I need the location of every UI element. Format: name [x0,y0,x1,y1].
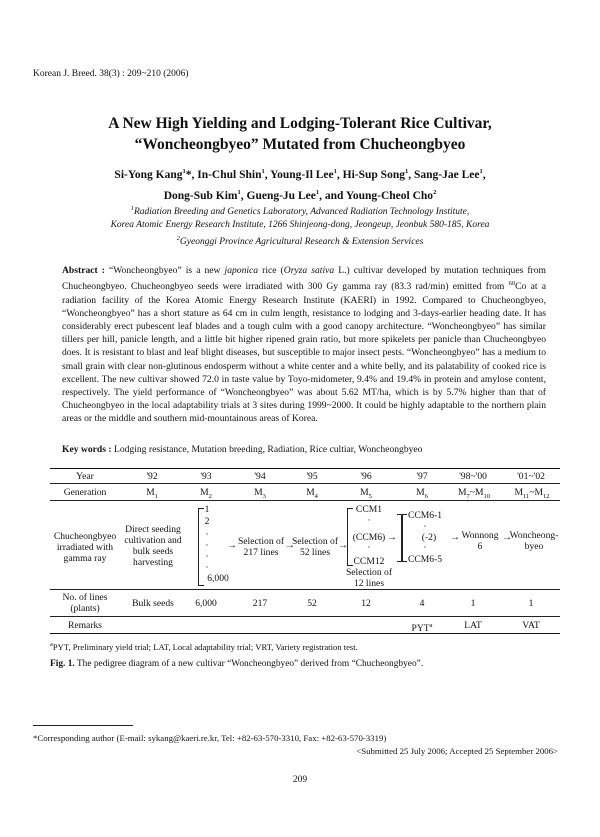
affil-mark: 1 [237,188,241,196]
step-line: 6 [477,541,483,552]
affil-mark: 1 [182,168,186,175]
gen-sub: 11 [523,492,530,500]
submission-dates: <Submitted 25 July 2006; Accepted 25 September 2006> [356,746,558,756]
gen-sub: 3 [262,492,266,500]
ccm-dot: · [423,521,427,532]
selection-217-step [236,536,286,558]
affil-mark: 1 [479,168,483,175]
arrow-right-icon: → [450,532,460,543]
footnote-text: PYT, Preliminary yield trial; LAT, Local adaptability trial; VRT, Variety registration test. [52,641,358,652]
source-line: Chucheongbyeo [53,531,117,542]
nolines-cell: 52 [307,598,317,609]
abstract-italic: japonica [224,265,259,276]
affil-mark: 1 [333,168,337,175]
gen-sub: 1 [154,492,158,500]
generation-cell [186,487,226,502]
table-rule [50,589,560,590]
gen-base: M [200,487,209,498]
affil-text: Gyeonggi Province Agricultural Research & Extension Services [179,237,424,248]
generation-cell [344,487,388,502]
abstract-text: “Woncheongbyeo” is a new [104,265,225,276]
gen-sub: 6 [424,492,428,500]
gen-base: M [514,487,524,498]
selection-52-step [291,536,339,558]
journal-citation: Korean J. Breed. 38(3) : 209~210 (2006) [33,69,189,79]
pedigree-diagram [50,464,560,644]
affil-mark: 1 [315,188,320,196]
m2-first: 1 [204,504,210,515]
remarks-cell [402,620,442,634]
gen-base: ~M [469,487,484,498]
woncheong-step [508,530,560,552]
author-sep: , [336,168,340,181]
affiliation-1a [0,202,600,219]
year-cell: '95 [306,471,318,482]
gen-sub: 7 [466,492,470,500]
step-line: Direct seeding [125,524,181,535]
year-cell: '01~'02 [517,471,545,482]
step-line: Selection of [237,536,285,547]
step-line: harvesting [133,557,173,568]
author-sep: , [482,168,486,181]
ccm-dot: · [367,542,371,553]
step-line: Woncheong- [509,530,559,541]
label-line: No. of lines [62,592,108,603]
gen-base: M [306,487,315,498]
gen-sub: 2 [208,492,212,500]
author-name: Si-Yong Kang [114,168,183,181]
nolines-cell: 4 [419,598,425,609]
nolines-cell: 1 [470,598,476,609]
author-name: Hi-Sup Song [342,168,405,181]
abstract-text: L.) cultivar developed by mutation techniques from Chucheongbyeo. Chucheongbyeo seeds were irradiated with 300 Gy gamma ray (83.3 rad/min) emitted from [62,265,546,293]
remarks-cell: VAT [522,620,540,631]
year-cell: '94 [254,471,266,482]
author-name: Young-Cheol Cho [345,189,434,202]
author-sep: , and [319,189,344,202]
author-name: Gueng-Ju Lee [246,189,316,202]
abstract [62,264,546,426]
author-sep: , [264,168,268,181]
keywords-text: Lodging resistance, Mutation breeding, Radiation, Rice cultiar, Woncheongbyeo [111,444,423,455]
step-line: Selection of [291,536,339,547]
year-cell: '92 [146,471,158,482]
generation-cell [402,487,442,502]
gen-sub: 10 [483,492,490,500]
generation-cell [128,487,176,502]
figure-caption [50,659,423,669]
source-line: gamma ray [63,553,107,564]
author-line-1 [0,163,600,184]
wonnong-step [458,530,502,552]
page-number: 209 [292,775,308,785]
step-line: 52 lines [299,547,331,558]
author-sep: , [408,168,412,181]
figure-caption-text: The pedigree diagram of a new cultivar “Woncheongbyeo” derived from “Chucheongbyeo”. [74,659,424,669]
ccm6-line: (CCM6) [352,532,386,543]
author-name: Sang-Jae Lee [413,168,480,181]
nolines-cell: Bulk seeds [132,598,174,609]
figure-label: Fig. 1. [50,659,75,669]
footnote-mark: a [50,641,53,648]
abstract-italic: Oryza sativa [283,265,335,276]
abstract-text: rice ( [258,265,284,276]
table-top-rule [50,468,560,469]
title-line-2: “Woncheongbyeo” Mutated from Chucheongbyeo [134,136,466,153]
affil-mark: 2 [176,235,180,243]
gen-base: M [254,487,263,498]
affiliation-1b: Korea Atomic Energy Research Institute, 1266 Shinjeong-dong, Jeongeup, Jeonbuk 580-185, Korea [110,220,490,231]
author-sep: *, [185,168,195,181]
source-line: irradiated with [56,542,114,553]
step-line: Selection of [345,567,393,578]
abstract-text: Co at a radiation facility of the Korea Atomic Energy Research Institute (KAERI) in 1992. Compared to Chucheongbyeo, “Woncheongbyeo” has a short stature as 64 cm in culm length, resistance to lodging and 3-days-earlier heading date. It has considerably erect pubescent leaf blades and a tough culm with a good canopy architecture. “Woncheongbyeo” has similar tillers per hill, panicle length, and a little bit higher ripened grain ratio, but more spikelets per panicle than Chucheongbyeo does. It is resistant to blast and leaf blight diseases, but susceptible to major insect pests. “Woncheongbyeo” has a medium to small grain with clear non-glutinous endosperm without a white center and a white belly, and its palatability of cooked rice is excellent. The new cultivar showed 72.0 in taste value by Toyo-midometer, 9.4% and 19.4% in protein and amylose content, respectively. The yield performance of “Woncheongbyeo” was about 5.62 MT/ha, which is by 5.7% higher than that of Chucheongbyeo in the local adaptability trials at 3 sites during 1999~2000. It could be highly adaptable to the northern plain areas or the middle and southern mid-mountainous areas of Korea. [62,281,546,425]
ccm6-2-line: (-2) [421,532,437,543]
year-label: Year [76,471,94,482]
generation-cell [504,487,560,502]
label-line: (plants) [70,603,100,614]
affil-mark: 1 [404,168,409,175]
gen-sub: 4 [314,492,318,500]
m2-second: 2 [204,516,210,527]
affiliation-2 [0,232,600,249]
nolines-cell: 217 [252,598,268,609]
affil-mark: 1 [261,168,265,175]
abstract-label: Abstract : [62,265,105,276]
remarks-label: Remarks [67,620,103,631]
step-line: byeo [524,541,544,552]
year-cell: '93 [200,471,212,482]
gen-sub: 12 [543,492,550,500]
gen-base: M [457,487,467,498]
generation-cell [236,487,284,502]
nolines-label [50,592,120,614]
arrow-right-icon: → [502,532,512,543]
table-rule [50,616,560,617]
year-cell: '98~'00 [459,471,487,482]
arrow-right-icon: → [285,540,295,551]
source-label [50,531,120,564]
author-name: Dong-Sub Kim [163,189,238,202]
ccm-dot: · [423,542,427,553]
title-line-1: A New High Yielding and Lodging-Tolerant Rice Cultivar, [108,115,492,132]
m2-last: 6,000 [207,573,229,584]
author-name: Young-Il Lee [270,168,334,181]
gen-base: M [416,487,425,498]
author-name: In-Chul Shin [197,168,262,181]
step-line: 12 lines [353,578,385,589]
footnote-divider [33,725,133,726]
affiliations [0,202,600,249]
year-cell: '97 [416,471,428,482]
generation-label: Generation [63,487,107,498]
paper-title [0,113,600,155]
generation-cell [290,487,334,502]
author-sep: , [240,189,244,202]
gen-sub: 5 [368,492,372,500]
step-line: 217 lines [243,547,279,558]
step-line: cultivation and [124,535,182,546]
corresponding-author: *Corresponding author (E-mail: sykang@kaeri.re.kr, Tel: +82-63-570-3310, Fax: +82-63-570-3319) [33,733,387,743]
table-bottom-rule [50,633,560,634]
nolines-cell: 12 [361,598,371,609]
ccm6-1-line: CCM6-1 [407,510,443,521]
generation-cell [448,487,500,502]
table-footnote [50,641,358,652]
keywords [62,444,546,455]
remark-text: PYT [411,623,430,635]
m2-dots: · · · · [205,529,209,573]
step-line: bulk seeds [132,546,174,557]
isotope-mark: 60 [508,280,516,288]
author-list [0,163,600,205]
gen-base: M [360,487,369,498]
arrow-right-icon: → [387,532,397,543]
direct-seeding-step [122,524,184,568]
year-cell: '96 [360,471,372,482]
ccm12-line: CCM12 [353,556,385,567]
arrow-right-icon: → [338,540,348,551]
footnote-mark: a [429,622,433,629]
table-rule [50,483,560,484]
gen-base: ~M [529,487,544,498]
ccm-dot: · [367,515,371,526]
affil-mark: 1 [130,205,134,212]
selection-12-step [344,567,394,589]
arrow-right-icon: → [227,540,237,551]
nolines-cell: 6,000 [195,598,217,609]
ccm1-line: CCM1 [355,504,383,515]
affil-text: Radiation Breeding and Genetics Laboratory, Advanced Radiation Technology Institute, [133,207,470,218]
step-line: Wonnong [461,530,499,541]
ccm6-5-line: CCM6-5 [407,554,443,565]
gen-base: M [146,487,155,498]
remarks-cell: LAT [464,620,482,631]
nolines-cell: 1 [528,598,534,609]
keywords-label: Key words : [62,444,112,455]
affil-mark: 2 [433,188,437,196]
